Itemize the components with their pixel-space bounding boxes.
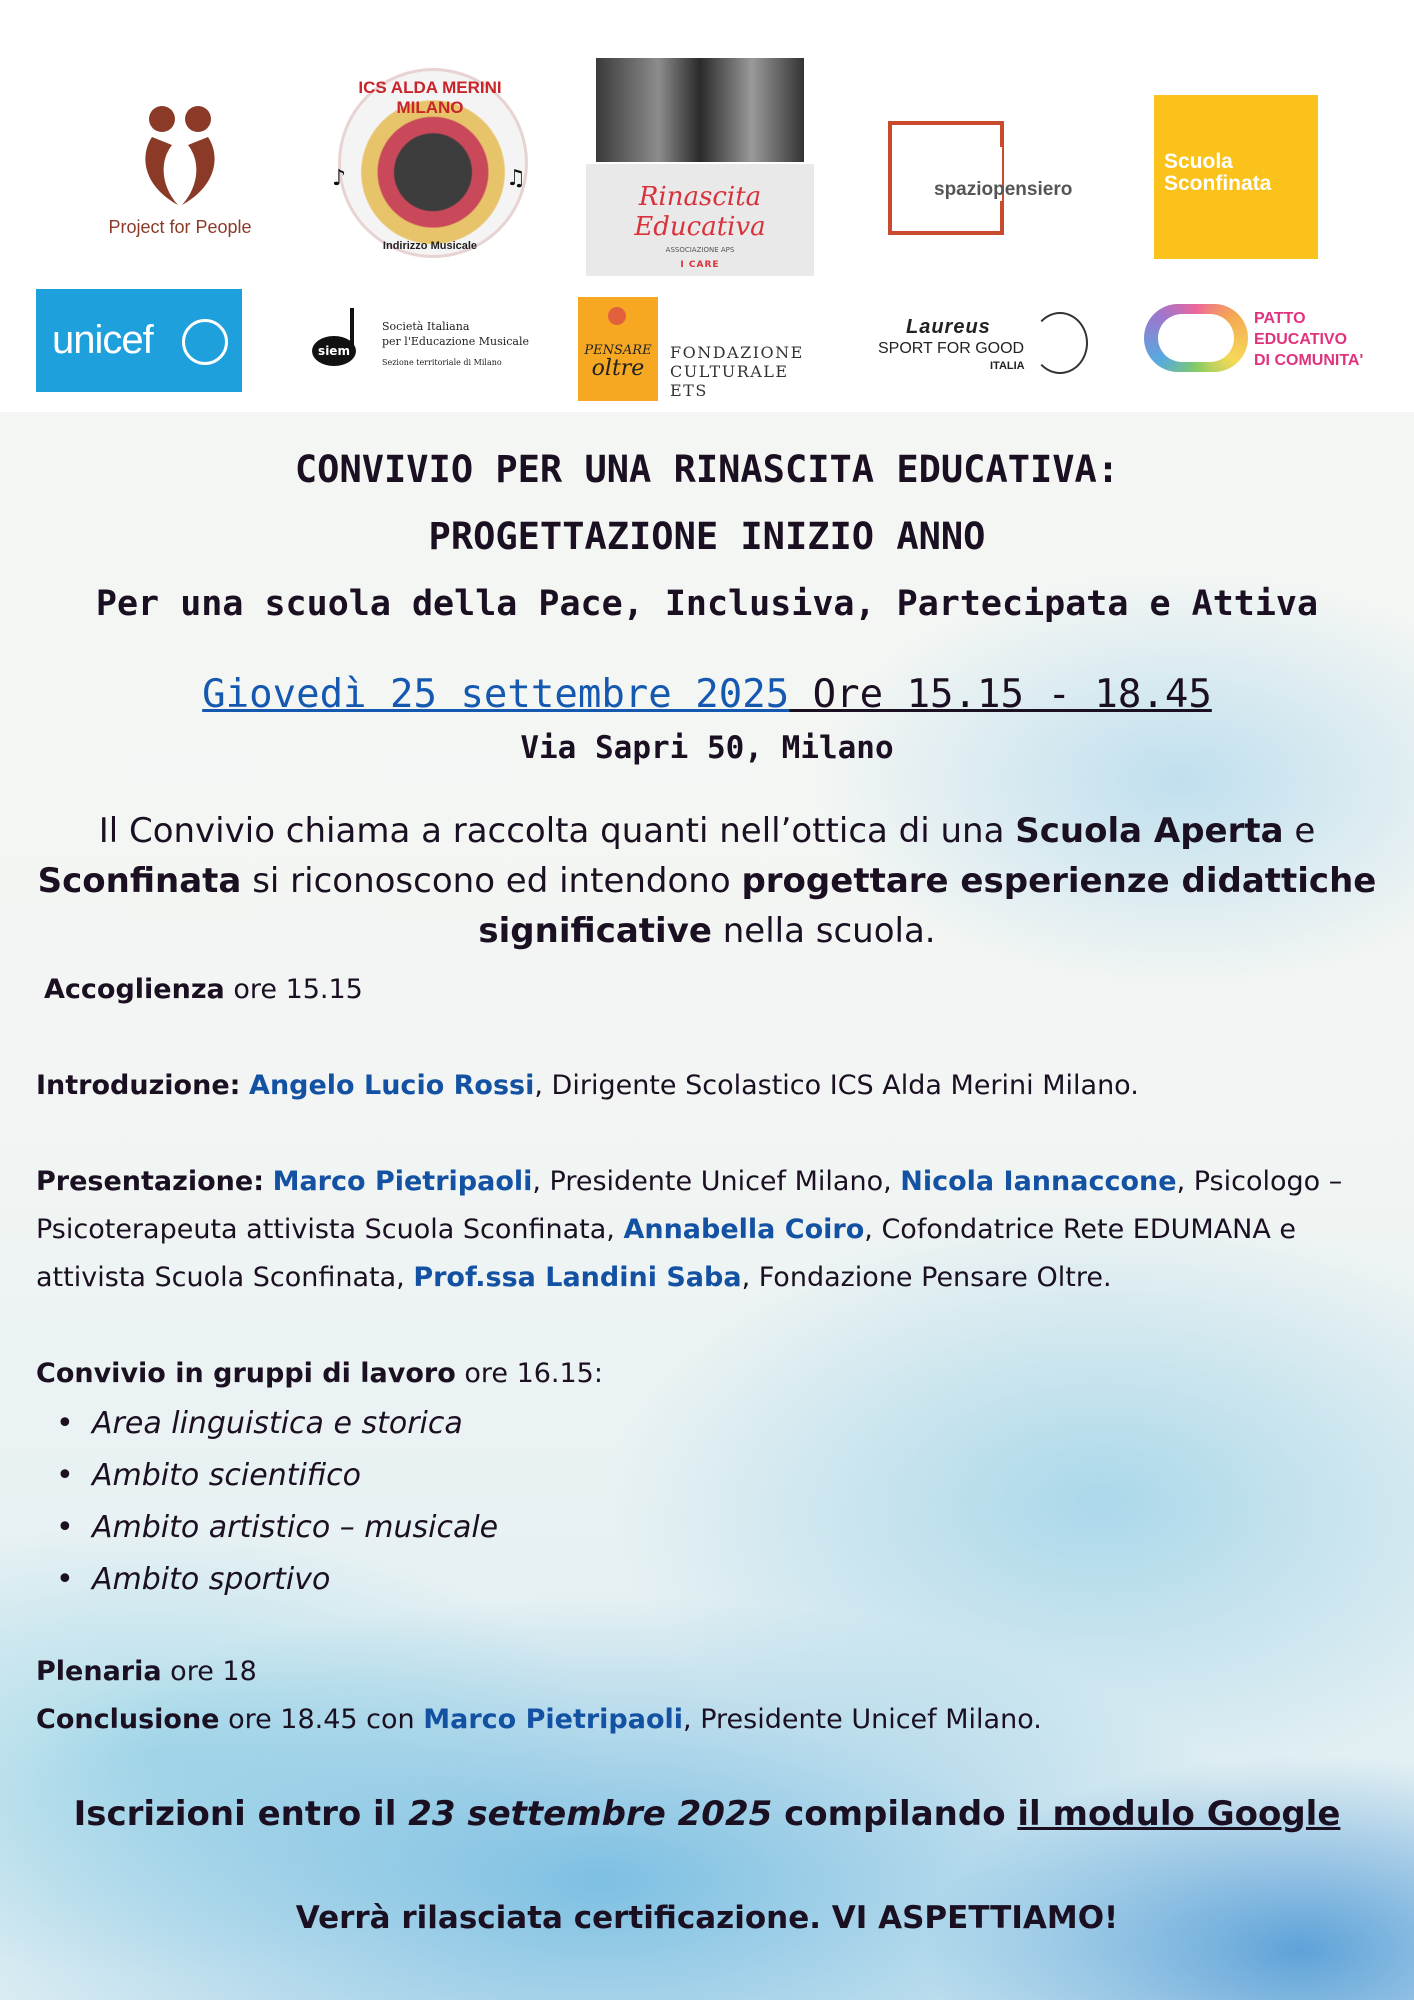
speaker-name: Prof.ssa Landini Saba — [413, 1262, 742, 1293]
siem-line1: Società Italiana — [382, 320, 470, 333]
event-place: Via Sapri 50, Milano — [520, 730, 894, 766]
pensare-line2: oltre — [591, 356, 645, 381]
program-introduzione: Introduzione: Angelo Lucio Rossi, Dirigente Scolastico ICS Alda Merini Milano. — [36, 1070, 1139, 1101]
siem-line2: per l'Educazione Musicale — [382, 335, 530, 348]
speaker-name: Marco Pietripaoli — [272, 1166, 533, 1197]
fondazione-line2: CULTURALE ETS — [670, 362, 789, 400]
rinascita-title: Rinascita Educativa — [634, 182, 766, 242]
fondazione-line1: FONDAZIONE — [670, 343, 804, 362]
laureus-line2: SPORT FOR GOOD — [878, 340, 1025, 357]
program-conclusione: Conclusione ore 18.45 con Marco Pietripaoli, Presidente Unicef Milano. — [36, 1704, 1042, 1735]
laureus-figure-icon — [1032, 312, 1088, 374]
project-for-people-label: Project for People — [108, 217, 252, 237]
list-item: • Ambito artistico – musicale — [92, 1502, 498, 1554]
laureus-name: Laureus — [906, 316, 991, 338]
rinascita-educativa-logo — [586, 164, 814, 276]
program-plenaria: Plenaria ore 18 — [36, 1656, 257, 1687]
sconfinata: Sconfinata — [37, 861, 242, 901]
patto-line1: PATTO — [1254, 310, 1306, 327]
music-note-icon: ♫ — [506, 166, 526, 191]
rinascita-photo — [596, 58, 804, 162]
scuola-aperta: Scuola Aperta — [1015, 811, 1284, 851]
people-icon — [130, 105, 230, 215]
globe-icon — [182, 319, 228, 365]
registration-deadline: 23 settembre 2025 — [408, 1794, 773, 1834]
sconfinata-line2: Sconfinata — [1164, 172, 1272, 195]
balloon-head-icon — [608, 307, 626, 325]
spaziopensiero-label: spaziopensiero — [934, 179, 1073, 200]
list-item: • Ambito scientifico — [92, 1450, 498, 1502]
ics-top-text: ICS ALDA MERINI MILANO — [358, 78, 502, 117]
siem-mark: siem — [312, 336, 356, 366]
speaker-name: Nicola Iannaccone — [900, 1166, 1177, 1197]
patto-educativo-logo — [1144, 302, 1384, 378]
list-item: • Ambito sportivo — [92, 1554, 498, 1606]
unicef-logo — [36, 289, 242, 392]
event-date-link[interactable]: Giovedì 25 settembre 2025 — [202, 672, 790, 717]
groups-list — [92, 1398, 498, 1606]
scuola-sconfinata-logo — [1154, 95, 1318, 259]
ics-alda-merini-logo — [330, 68, 530, 263]
intro-paragraph: Il Convivio chiama a raccolta quanti nell’ottica di una Scuola Aperta e Sconfinata si riconoscono ed intendono progettare esperienze didattiche significative nella scuola. — [37, 811, 1377, 951]
speaker-name: Annabella Coiro — [623, 1214, 865, 1245]
speaker-name: Angelo Lucio Rossi — [249, 1070, 535, 1101]
patto-line2: EDUCATIVO — [1254, 331, 1348, 348]
unicef-label: unicef — [52, 318, 153, 362]
patto-line3: DI COMUNITA' — [1254, 352, 1364, 369]
closing-message: Verrà rilasciata certificazione. VI ASPETTIAMO! — [295, 1900, 1119, 1936]
music-note-icon: ♪ — [332, 166, 347, 191]
laureus-logo — [878, 308, 1090, 378]
progettare-esperienze: progettare esperienze didattiche significative — [478, 861, 1377, 951]
program-presentazione: Presentazione: Marco Pietripaoli, Presidente Unicef Milano, Nicola Iannaccone, Psicologo – Psicoterapeuta attivista Scuola Sconfinata, Annabella Coiro, Cofondatrice Rete EDUMANA e attivista Scuola Sconfinata, Prof.ssa Landini Saba, Fondazione Pensare Oltre. — [36, 1166, 1343, 1293]
spazio-frame-icon — [888, 121, 1004, 235]
registration-line: Iscrizioni entro il 23 settembre 2025 compilando il modulo Google — [73, 1794, 1341, 1834]
event-tagline: Per una scuola della Pace, Inclusiva, Partecipata e Attiva — [95, 584, 1319, 624]
program-convivio: Convivio in gruppi di lavoro ore 16.15: — [36, 1358, 603, 1389]
pensare-oltre-logo — [578, 297, 658, 401]
event-subtitle: PROGETTAZIONE INIZIO ANNO — [428, 515, 986, 558]
ics-bottom-text: Indirizzo Musicale — [382, 240, 478, 252]
event-title: CONVIVIO PER UNA RINASCITA EDUCATIVA: — [294, 448, 1120, 491]
sconfinata-line1: Scuola — [1164, 150, 1233, 173]
event-date-line — [0, 672, 1414, 717]
spaziopensiero-logo — [888, 121, 1088, 233]
pensare-line1: PENSARE — [584, 343, 652, 358]
project-for-people-logo — [95, 105, 265, 255]
speaker-name: Marco Pietripaoli — [423, 1704, 684, 1735]
rinascita-sub: ASSOCIAZIONE APS — [665, 246, 735, 254]
program-accoglienza: Accoglienza ore 15.15 — [44, 974, 363, 1005]
google-form-link[interactable]: il modulo Google — [1017, 1794, 1341, 1834]
fondazione-label — [670, 343, 820, 400]
siem-line3: Sezione territoriale di Milano — [382, 358, 502, 367]
laureus-line3: ITALIA — [990, 360, 1025, 372]
siem-logo — [312, 306, 560, 376]
event-time: Ore 15.15 - 18.45 — [789, 672, 1212, 717]
list-item: • Area linguistica e storica — [92, 1398, 498, 1450]
rinascita-care: I CARE — [680, 260, 720, 270]
